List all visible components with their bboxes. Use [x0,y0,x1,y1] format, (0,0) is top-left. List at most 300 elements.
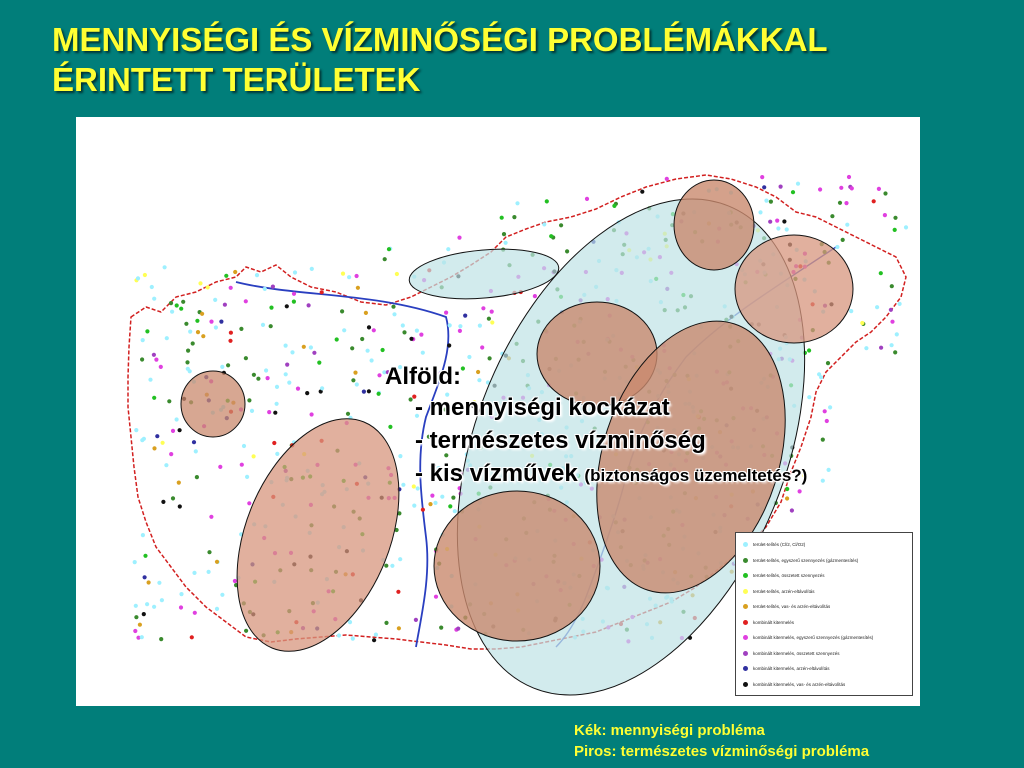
facility-dot [271,285,275,289]
facility-dot [285,304,289,308]
legend-label: terület-telítés, összetett szennyezés [753,573,825,579]
facility-dot [488,356,492,360]
quality-zone-east [735,235,853,343]
legend-entry [740,615,908,631]
facility-dot [256,377,260,381]
facility-dot [456,627,460,631]
legend-entry [740,553,908,569]
facility-dot [890,343,894,347]
facility-dot [377,392,381,396]
alfold-item-waterworks [385,457,807,492]
facility-dot [136,276,140,280]
facility-dot [133,560,137,564]
facility-dot [433,501,437,505]
slide-title-line2: ÉRINTETT TERÜLETEK [52,61,421,98]
facility-dot [175,417,179,421]
facility-dot [188,330,192,334]
facility-dot [272,441,276,445]
facility-dot [612,204,616,208]
facility-dot [307,303,311,307]
legend-label: terület-telítés (Cl/2, Cl/O2) [753,542,806,548]
facility-dot [398,557,402,561]
facility-dot [370,358,374,362]
facility-dot [890,284,894,288]
alfold-item-quality: - természetes vízminőség [415,427,706,454]
facility-dot [228,339,232,343]
facility-dot [779,185,783,189]
legend-swatch [743,573,748,578]
facility-dot [467,355,471,359]
facility-dot [178,504,182,508]
legend-label: terület-telítés, vas- és arzén-eltávolítás [753,604,831,610]
facility-dot [351,378,355,382]
facility-dot [285,363,289,367]
facility-dot [844,201,848,205]
facility-dot [350,346,354,350]
slide-title-line1: MENNYISÉGI ÉS VÍZMINŐSÉGI PROBLÉMÁKKAL [52,21,828,58]
facility-dot [195,319,199,323]
facility-dot [356,286,360,290]
facility-dot [194,449,198,453]
legend-entry [740,584,908,600]
facility-dot [287,381,291,385]
legend-label: terület-telítés, arzén-eltávolítás [753,588,815,594]
facility-dot [762,185,766,189]
facility-dot [165,336,169,340]
facility-dot [220,365,224,369]
legend-label: kombinált kitermelés, összetett szennyezés [753,650,840,656]
facility-dot [337,633,341,637]
facility-dot [220,593,224,597]
quality-zone-south [434,491,600,641]
facility-dot [821,479,825,483]
legend-entry [740,646,908,662]
legend-swatch [743,589,748,594]
facility-dot [890,320,894,324]
facility-dot [152,396,156,400]
facility-dot [252,454,256,458]
facility-dot [785,227,789,231]
facility-dot [395,272,399,276]
facility-dot [140,357,144,361]
facility-dot [830,214,834,218]
facility-dot [463,314,467,318]
facility-dot [312,351,316,355]
facility-dot [481,306,485,310]
facility-dot [384,621,388,625]
facility-dot [224,274,228,278]
facility-dot [186,367,190,371]
facility-dot [419,333,423,337]
facility-dot [374,633,378,637]
facility-dot [290,350,294,354]
facility-dot [226,363,230,367]
facility-dot [275,402,279,406]
facility-dot [170,310,174,314]
facility-dot [239,327,243,331]
facility-dot [439,626,443,630]
facility-dot [269,324,273,328]
facility-dot [864,346,868,350]
facility-dot [207,550,211,554]
facility-dot [790,508,794,512]
facility-dot [296,387,300,391]
facility-dot [147,580,151,584]
facility-dot [434,595,438,599]
legend-label: terület-telítés, egyszerű szennyezés (gázmentesítés) [753,557,859,563]
facility-dot [142,437,146,441]
facility-dot [192,440,196,444]
facility-dot [143,575,147,579]
facility-dot [141,533,145,537]
facility-dot [760,175,764,179]
alfold-item-quantity: - mennyiségi kockázat [415,394,670,421]
facility-dot [347,275,351,279]
facility-dot [401,323,405,327]
facility-dot [143,273,147,277]
facility-dot [367,389,371,393]
facility-dot [240,463,244,467]
facility-dot [904,225,908,229]
facility-dot [264,368,268,372]
legend-entry [740,630,908,646]
facility-dot [448,504,452,508]
facility-dot [179,307,183,311]
facility-dot [585,197,589,201]
facility-dot [893,228,897,232]
facility-dot [229,331,233,335]
facility-dot [215,560,219,564]
facility-dot [269,306,273,310]
facility-dot [198,281,202,285]
facility-dot [223,303,227,307]
legend-swatch [743,651,748,656]
facility-dot [164,463,168,467]
facility-dot [263,287,267,291]
facility-dot [875,305,879,309]
caption-red: Piros: természetes vízminőségi probléma [574,743,870,760]
facility-dot [877,187,881,191]
facility-dot [414,618,418,622]
facility-dot [342,328,346,332]
facility-dot [250,409,254,413]
facility-dot [157,581,161,585]
facility-dot [179,592,183,596]
facility-dot [310,267,314,271]
facility-dot [193,611,197,615]
facility-dot [143,554,147,558]
facility-dot [478,324,482,328]
quality-zone-west [181,371,245,437]
facility-dot [335,337,339,341]
facility-dot [171,496,175,500]
facility-dot [480,345,484,349]
facility-dot [245,475,249,479]
legend-swatch [743,666,748,671]
facility-dot [889,308,893,312]
alfold-item-note: (biztonságos üzemeltetés?) [584,466,808,485]
facility-dot [341,272,345,276]
facility-dot [372,328,376,332]
facility-dot [826,361,830,365]
facility-dot [883,191,887,195]
facility-dot [883,213,887,217]
facility-dot [850,186,854,190]
facility-dot [186,349,190,353]
facility-dot [502,232,506,236]
facility-dot [898,302,902,306]
facility-dot [758,210,762,214]
facility-dot [448,323,452,327]
facility-dot [796,182,800,186]
facility-dot [362,390,366,394]
facility-dot [178,428,182,432]
facility-dot [190,635,194,639]
facility-dot [353,371,357,375]
facility-dot [175,303,179,307]
facility-dot [860,321,864,325]
legend-swatch [743,604,748,609]
facility-dot [179,605,183,609]
facility-dot [229,286,233,290]
facility-dot [161,500,165,504]
facility-dot [252,373,256,377]
facility-dot [266,376,270,380]
facility-dot [177,481,181,485]
facility-dot [504,241,508,245]
facility-dot [355,274,359,278]
facility-dot [895,332,899,336]
facility-dot [841,238,845,242]
facility-dot [305,391,309,395]
facility-dot [273,411,277,415]
facility-dot [215,607,219,611]
facility-dot [184,322,188,326]
legend-entry [740,537,908,553]
facility-dot [776,226,780,230]
facility-dot [261,323,265,327]
facility-dot [487,317,491,321]
facility-dot [565,249,569,253]
legend-swatch [743,620,748,625]
facility-dot [818,187,822,191]
facility-dot [155,434,159,438]
legend-entry [740,661,908,677]
facility-dot [169,452,173,456]
facility-dot [827,468,831,472]
map-legend [735,532,913,696]
facility-dot [340,309,344,313]
facility-dot [384,564,388,568]
facility-dot [214,325,218,329]
facility-dot [412,504,416,508]
facility-dot [167,399,171,403]
facility-dot [159,365,163,369]
facility-dot [134,604,138,608]
facility-dot [367,325,371,329]
facility-dot [284,372,288,376]
facility-dot [402,330,406,334]
facility-dot [490,320,494,324]
facility-dot [769,200,773,204]
legend-entry [740,677,908,693]
facility-dot [218,465,222,469]
facility-dot [893,216,897,220]
facility-dot [849,309,853,313]
facility-dot [515,201,519,205]
facility-dot [533,294,537,298]
facility-dot [785,496,789,500]
facility-dot [244,299,248,303]
facility-dot [213,298,217,302]
legend-swatch [743,558,748,563]
facility-dot [148,378,152,382]
facility-dot [428,502,432,506]
legend-swatch [743,635,748,640]
facility-dot [163,265,167,269]
facility-dot [825,419,829,423]
facility-dot [145,602,149,606]
facility-dot [839,186,843,190]
facility-dot [879,346,883,350]
facility-dot [192,571,196,575]
legend-swatch [743,682,748,687]
facility-dot [142,612,146,616]
facility-dot [835,245,839,249]
facility-dot [195,475,199,479]
alfold-heading: Alföld: [385,363,461,390]
facility-dot [292,292,296,296]
legend-swatch [743,542,748,547]
facility-dot [377,373,381,377]
facility-dot [134,428,138,432]
facility-dot [209,515,213,519]
facility-dot [872,199,876,203]
facility-dot [847,175,851,179]
facility-dot [320,290,324,294]
facility-dot [387,247,391,251]
facility-dot [267,410,271,414]
facility-dot [247,398,251,402]
legend-rows [740,537,908,692]
facility-dot [372,638,376,642]
facility-dot [346,412,350,416]
alfold-item-waterworks-text: - kis vízművek [415,460,578,487]
facility-dot [559,223,563,227]
facility-dot [447,343,451,347]
facility-dot [542,222,546,226]
hungary-map [76,117,920,706]
legend-label: kombinált kitermelés [753,619,795,625]
quality-zone-northeast-top [674,180,754,270]
facility-dot [823,409,827,413]
legend-label: kombinált kitermelés, egyszerű szennyezés (gázmentesítés) [753,635,874,641]
facility-dot [200,312,204,316]
facility-dot [247,501,251,505]
facility-dot [244,356,248,360]
legend-label: kombinált kitermelés, arzén-eltávolítás [753,666,830,672]
facility-dot [150,285,154,289]
facility-dot [665,177,669,181]
facility-dot [145,329,149,333]
facility-dot [242,444,246,448]
facility-dot [383,257,387,261]
facility-dot [409,337,413,341]
caption-blue: Kék: mennyiségi probléma [574,722,765,739]
facility-dot [275,452,279,456]
facility-dot [152,446,156,450]
facility-dot [782,219,786,223]
facility-dot [545,199,549,203]
slide-title [52,20,1012,100]
facility-dot [196,330,200,334]
facility-dot [415,329,419,333]
facility-dot [293,270,297,274]
facility-dot [233,579,237,583]
facility-dot [360,337,364,341]
facility-dot [791,190,795,194]
facility-dot [140,635,144,639]
facility-dot [317,361,321,365]
facility-dot [255,273,259,277]
facility-dot [879,271,883,275]
facility-dot [458,324,462,328]
facility-dot [364,311,368,315]
facility-dot [421,351,425,355]
facility-dot [446,247,450,251]
facility-dot [453,509,457,513]
facility-dot [451,496,455,500]
facility-dot [161,441,165,445]
facility-dot [512,215,516,219]
facility-dot [355,382,359,386]
facility-dot [893,350,897,354]
facility-dot [169,301,173,305]
facility-dot [181,300,185,304]
facility-dot [292,300,296,304]
facility-dot [159,637,163,641]
facility-dot [821,438,825,442]
facility-dot [457,236,461,240]
facility-dot [171,429,175,433]
facility-dot [392,312,396,316]
facility-dot [768,220,772,224]
facility-dot [421,508,425,512]
facility-dot [206,285,210,289]
facility-dot [309,345,313,349]
facility-dot [219,320,223,324]
facility-dot [185,360,189,364]
facility-dot [366,349,370,353]
facility-dot [201,334,205,338]
facility-dot [244,629,248,633]
color-caption [574,720,869,762]
facility-dot [845,223,849,227]
facility-dot [828,405,832,409]
facility-dot [381,348,385,352]
legend-entry [740,568,908,584]
facility-dot [284,344,288,348]
facility-dot [320,386,324,390]
legend-label: kombinált kitermelés, vas- és arzén-eltávolítás [753,681,846,687]
facility-dot [807,348,811,352]
facility-dot [133,629,137,633]
facility-dot [152,353,156,357]
facility-dot [775,219,779,223]
facility-dot [207,570,211,574]
facility-dot [138,623,142,627]
facility-dot [302,345,306,349]
